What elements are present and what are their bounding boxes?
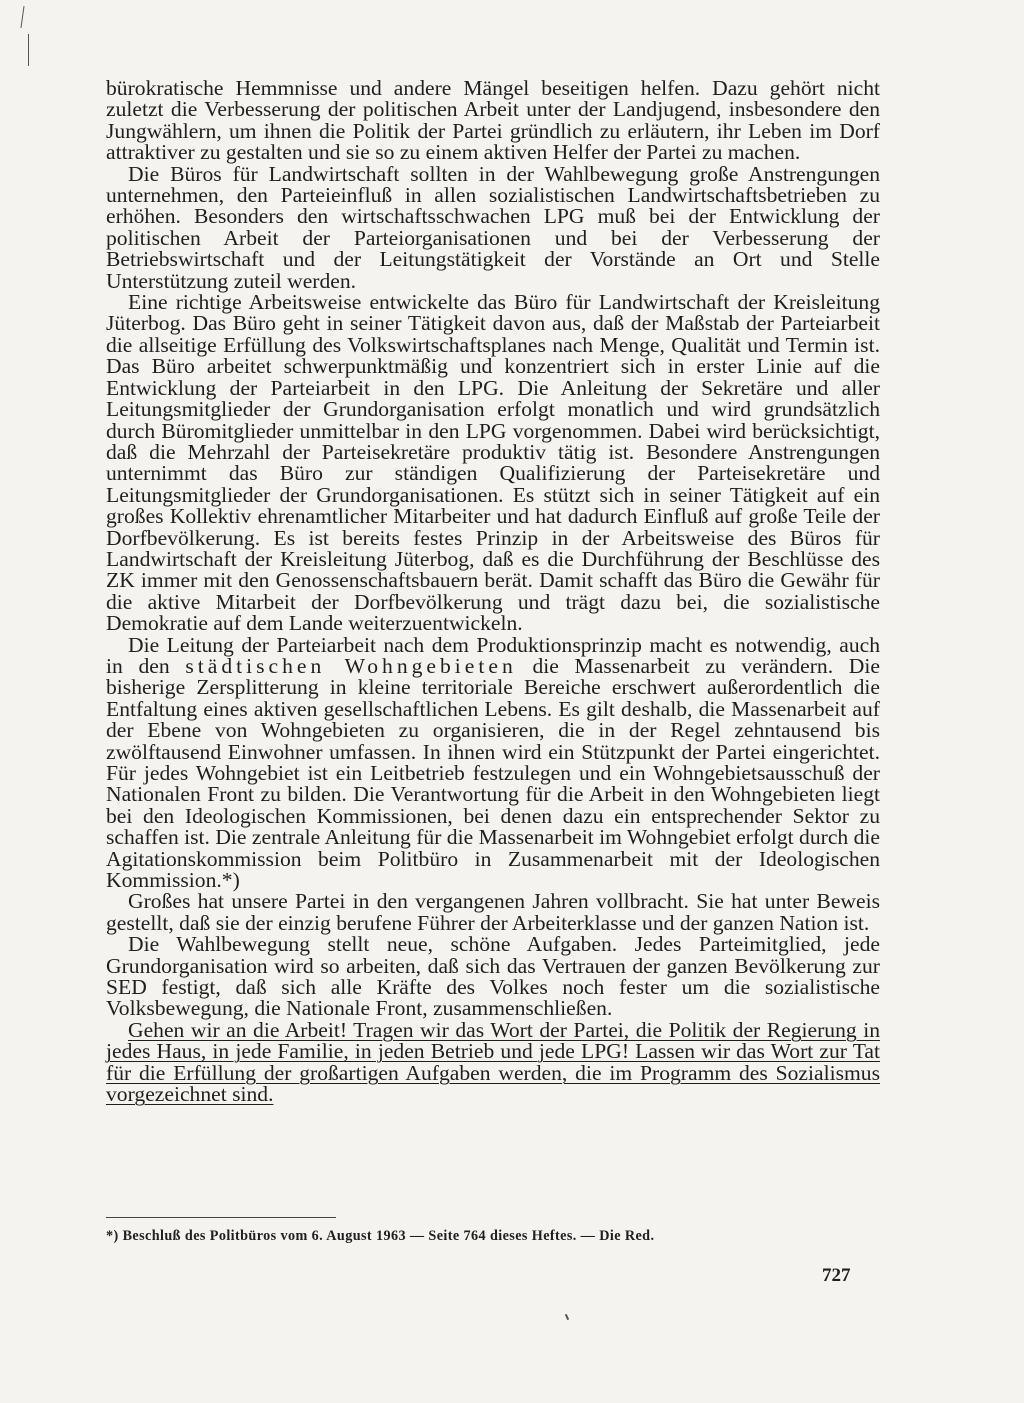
paragraph-4 [106, 632, 880, 893]
underlined-appeal: Gehen wir an die Arbeit! Tragen wir das Wort der Partei, die Politik der Regierung in jedes Haus, in jede Familie, in jeden Betrieb und jede LPG! Lassen wir das Wort zur Tat für die Erfüllung der großartigen Aufgaben werden, die im Programm des Sozialismus vorgezeichnet sind. [106, 1017, 880, 1107]
scan-mark [28, 34, 29, 66]
spaced-emphasis: städtischen Wohngebieten [185, 653, 517, 678]
paragraph-3: Eine richtige Arbeitsweise entwickelte das Büro für Landwirtschaft der Kreisleitung Jüterbog. Das Büro geht in seiner Tätigkeit davon aus, daß der Maßstab der Parteiarbeit die allseitige Erfüllung des Volkswirtschaftsplanes nach Menge, Qualität und Termin ist. Das Büro arbeitet schwerpunktmäßig und konzentriert sich in erster Linie auf die Entwicklung der Parteiarbeit in den LPG. Die Anleitung der Sekretäre und aller Leitungsmitglieder der Grundorganisation erfolgt monatlich und wird grundsätzlich durch Büromitglieder unmittelbar in den LPG vorgenommen. Dabei wird berücksichtigt, daß die Mehrzahl der Parteisekretäre produktiv tätig ist. Besondere Anstrengungen unternimmt das Büro zur ständigen Qualifizierung der Parteisekretäre und Leitungsmitglieder der Grundorganisationen. Es stützt sich in seiner Tätigkeit auf ein großes Kollektiv ehrenamtlicher Mitarbeiter und hat dadurch Einfluß auf große Teile der Dorfbevölkerung. Es ist bereits festes Prinzip in der Arbeitsweise des Büros für Landwirtschaft der Kreisleitung Jüterbog, daß es die Durchführung der Beschlüsse des ZK immer mit den Genossenschaftsbauern berät. Damit schafft das Büro die Gewähr für die aktive Mitarbeit der Dorfbevölkerung und trägt dazu bei, die sozialistische Demokratie auf dem Lande weiterzuentwickeln. [106, 290, 880, 636]
paragraph-2: Die Büros für Landwirtschaft sollten in der Wahlbewegung große Anstrengungen unternehmen, den Parteieinfluß in allen sozialistischen Landwirtschaftsbetrieben zu erhöhen. Besonders den wirtschaftsschwachen LPG muß bei der Entwicklung der politischen Arbeit der Parteiorganisationen und bei der Verbesserung der Betriebswirtschaft und der Leitungstätigkeit der Vorstände an Ort und Stelle Unterstützung zuteil werden. [106, 161, 880, 293]
paragraph-7 [106, 1017, 880, 1107]
paragraph-6: Die Wahlbewegung stellt neue, schöne Aufgaben. Jedes Parteimitglied, jede Grundorganisation wird so arbeiten, daß sich das Vertrauen der ganzen Bevölkerung zur SED festigt, daß sich alle Kräfte des Volkes noch fester um die sozialistische Volksbewegung, die Nationale Front, zusammenschließen. [106, 932, 880, 1021]
paragraph-4-start: Die Leitung der Parteiarbeit nach dem Produktionsprinzip macht es notwendig, auch in den [106, 632, 880, 678]
scan-mark [20, 6, 24, 28]
paragraph-1: bürokratische Hemmnisse und andere Mängel beseitigen helfen. Dazu gehört nicht zuletzt die Verbesserung der politischen Arbeit unter der Landjugend, insbesondere den Jungwählern, um ihnen die Politik der Partei gründlich zu erläutern, ihr Leben im Dorf attraktiver zu gestalten und sie so zu einem aktiven Helfer der Partei zu machen. [106, 76, 880, 165]
paragraph-4-end: die Massenarbeit zu verändern. Die bisherige Zersplitterung in kleine territoriale Bereiche erschwert außerordentlich die Entfaltung eines aktiven gesellschaftlichen Lebens. Es gilt deshalb, die Massenarbeit auf der Ebene von Wohngebieten zu organisieren, die in der Regel zehntausend bis zwölftausend Einwohner umfassen. In ihnen wird ein Stützpunkt der Partei eingerichtet. Für jedes Wohngebiet ist ein Leitbetrieb festzulegen und ein Wohngebietsausschuß der Nationalen Front zu bilden. Die Verantwortung für die Arbeit in den Wohngebieten liegt bei den Ideologischen Kommissionen, bei denen dazu ein entsprechender Sektor zu schaffen ist. Die zentrale Anleitung für die Massenarbeit im Wohngebiet erfolgt durch die Agitationskommission beim Politbüro in Zusammenarbeit mit der Ideologischen Kommission.*) [106, 653, 880, 893]
paragraph-5: Großes hat unsere Partei in den vergangenen Jahren vollbracht. Sie hat unter Beweis gestellt, daß sie der einzig berufene Führer der Arbeiterklasse und der ganzen Nation ist. [106, 889, 880, 935]
scan-mark [565, 1314, 569, 1320]
footnote: *) Beschluß des Politbüros vom 6. August 1963 — Seite 764 dieses Heftes. — Die Red. [106, 1228, 655, 1244]
footnote-divider [106, 1217, 336, 1218]
page-number: 727 [822, 1265, 851, 1286]
article-body [106, 78, 880, 1106]
